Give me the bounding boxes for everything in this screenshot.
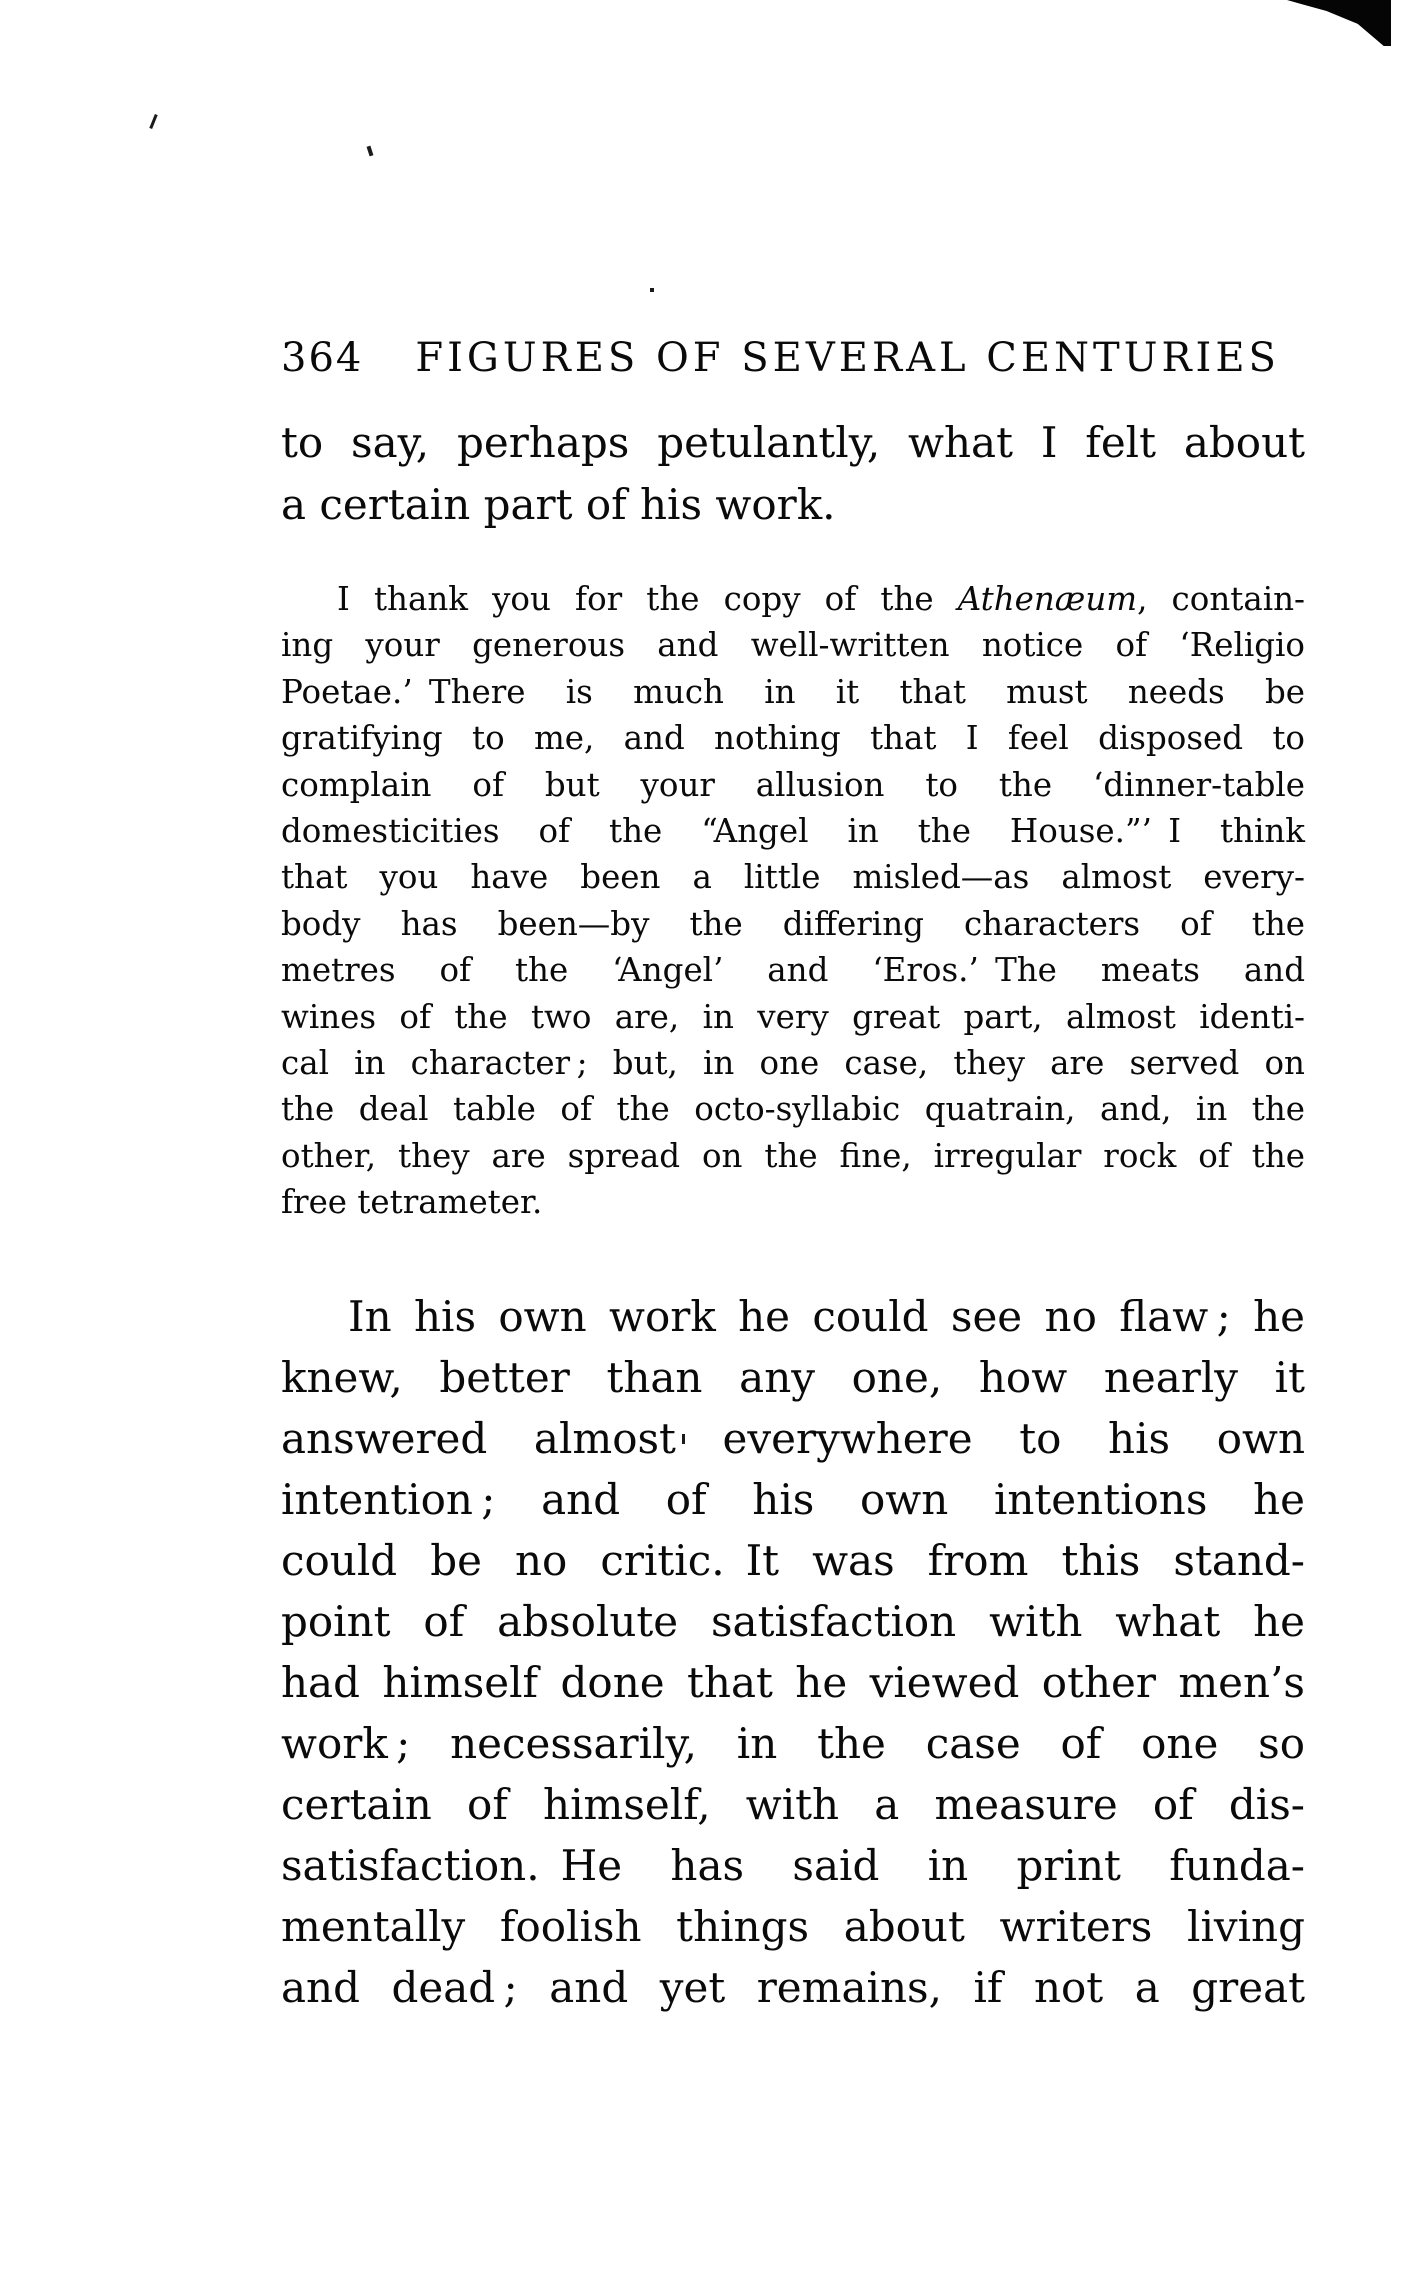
book-title: FIGURES OF SEVERAL CENTURIES	[415, 335, 1280, 381]
text-line: other, they are spread on the fine, irregular rock of the	[281, 1136, 1305, 1175]
main-paragraph	[281, 1286, 1305, 2018]
text-line: satisfaction. He has said in print funda-	[281, 1841, 1305, 1890]
text-line: cal in character ; but, in one case, they are served on	[281, 1044, 1305, 1083]
text-line: free tetrameter.	[281, 1183, 543, 1222]
intro-paragraph	[281, 412, 1305, 536]
scan-speck	[149, 114, 157, 129]
text-line: metres of the ‘Angel’ and ‘Eros.’ The meats and	[281, 951, 1305, 990]
page-number: 364	[281, 335, 364, 381]
text-line: gratifying to me, and nothing that I feel disposed to	[281, 719, 1305, 758]
text-line: intention ; and of his own intentions he	[281, 1475, 1305, 1524]
scan-speck	[650, 288, 654, 292]
text-line: and dead ; and yet remains, if not a great	[281, 1963, 1305, 2012]
text-line: had himself done that he viewed other men’s	[281, 1658, 1305, 1707]
text-line: the deal table of the octo-syllabic quatrain, and, in the	[281, 1090, 1305, 1129]
text-line: domesticities of the “Angel in the House.”’ I think	[281, 812, 1305, 851]
text-line: to say, perhaps petulantly, what I felt about	[281, 418, 1305, 467]
text-line: I thank you for the copy of the Athenæum, contain-	[337, 580, 1306, 618]
letter-quote-block	[281, 576, 1305, 1226]
text-line: Poetae.’ There is much in it that must needs be	[281, 672, 1305, 711]
text-line: point of absolute satisfaction with what he	[281, 1597, 1305, 1646]
text-line: wines of the two are, in very great part, almost identi-	[281, 997, 1305, 1036]
text-line: a certain part of his work.	[281, 480, 836, 529]
text-line: that you have been a little misled—as almost every-	[281, 858, 1305, 897]
text-line: answered almost everywhere to his own	[281, 1414, 1305, 1463]
text-line: work ; necessarily, in the case of one so	[281, 1719, 1305, 1768]
text-line: In his own work he could see no flaw ; he	[348, 1292, 1305, 1341]
text-line: complain of but your allusion to the ‘dinner-table	[281, 765, 1305, 804]
scan-speck	[367, 146, 374, 157]
text-line: knew, better than any one, how nearly it	[281, 1353, 1305, 1402]
text-line: could be no critic. It was from this stand-	[281, 1536, 1305, 1585]
text-line: certain of himself, with a measure of dis-	[281, 1780, 1305, 1829]
text-line: mentally foolish things about writers living	[281, 1902, 1305, 1951]
running-header	[281, 336, 1299, 380]
text-line: body has been—by the differing characters of the	[281, 904, 1305, 943]
text-line: ing your generous and well-written notice of ‘Religio	[281, 626, 1305, 665]
page-corner-scan-artifact	[1287, 0, 1391, 46]
